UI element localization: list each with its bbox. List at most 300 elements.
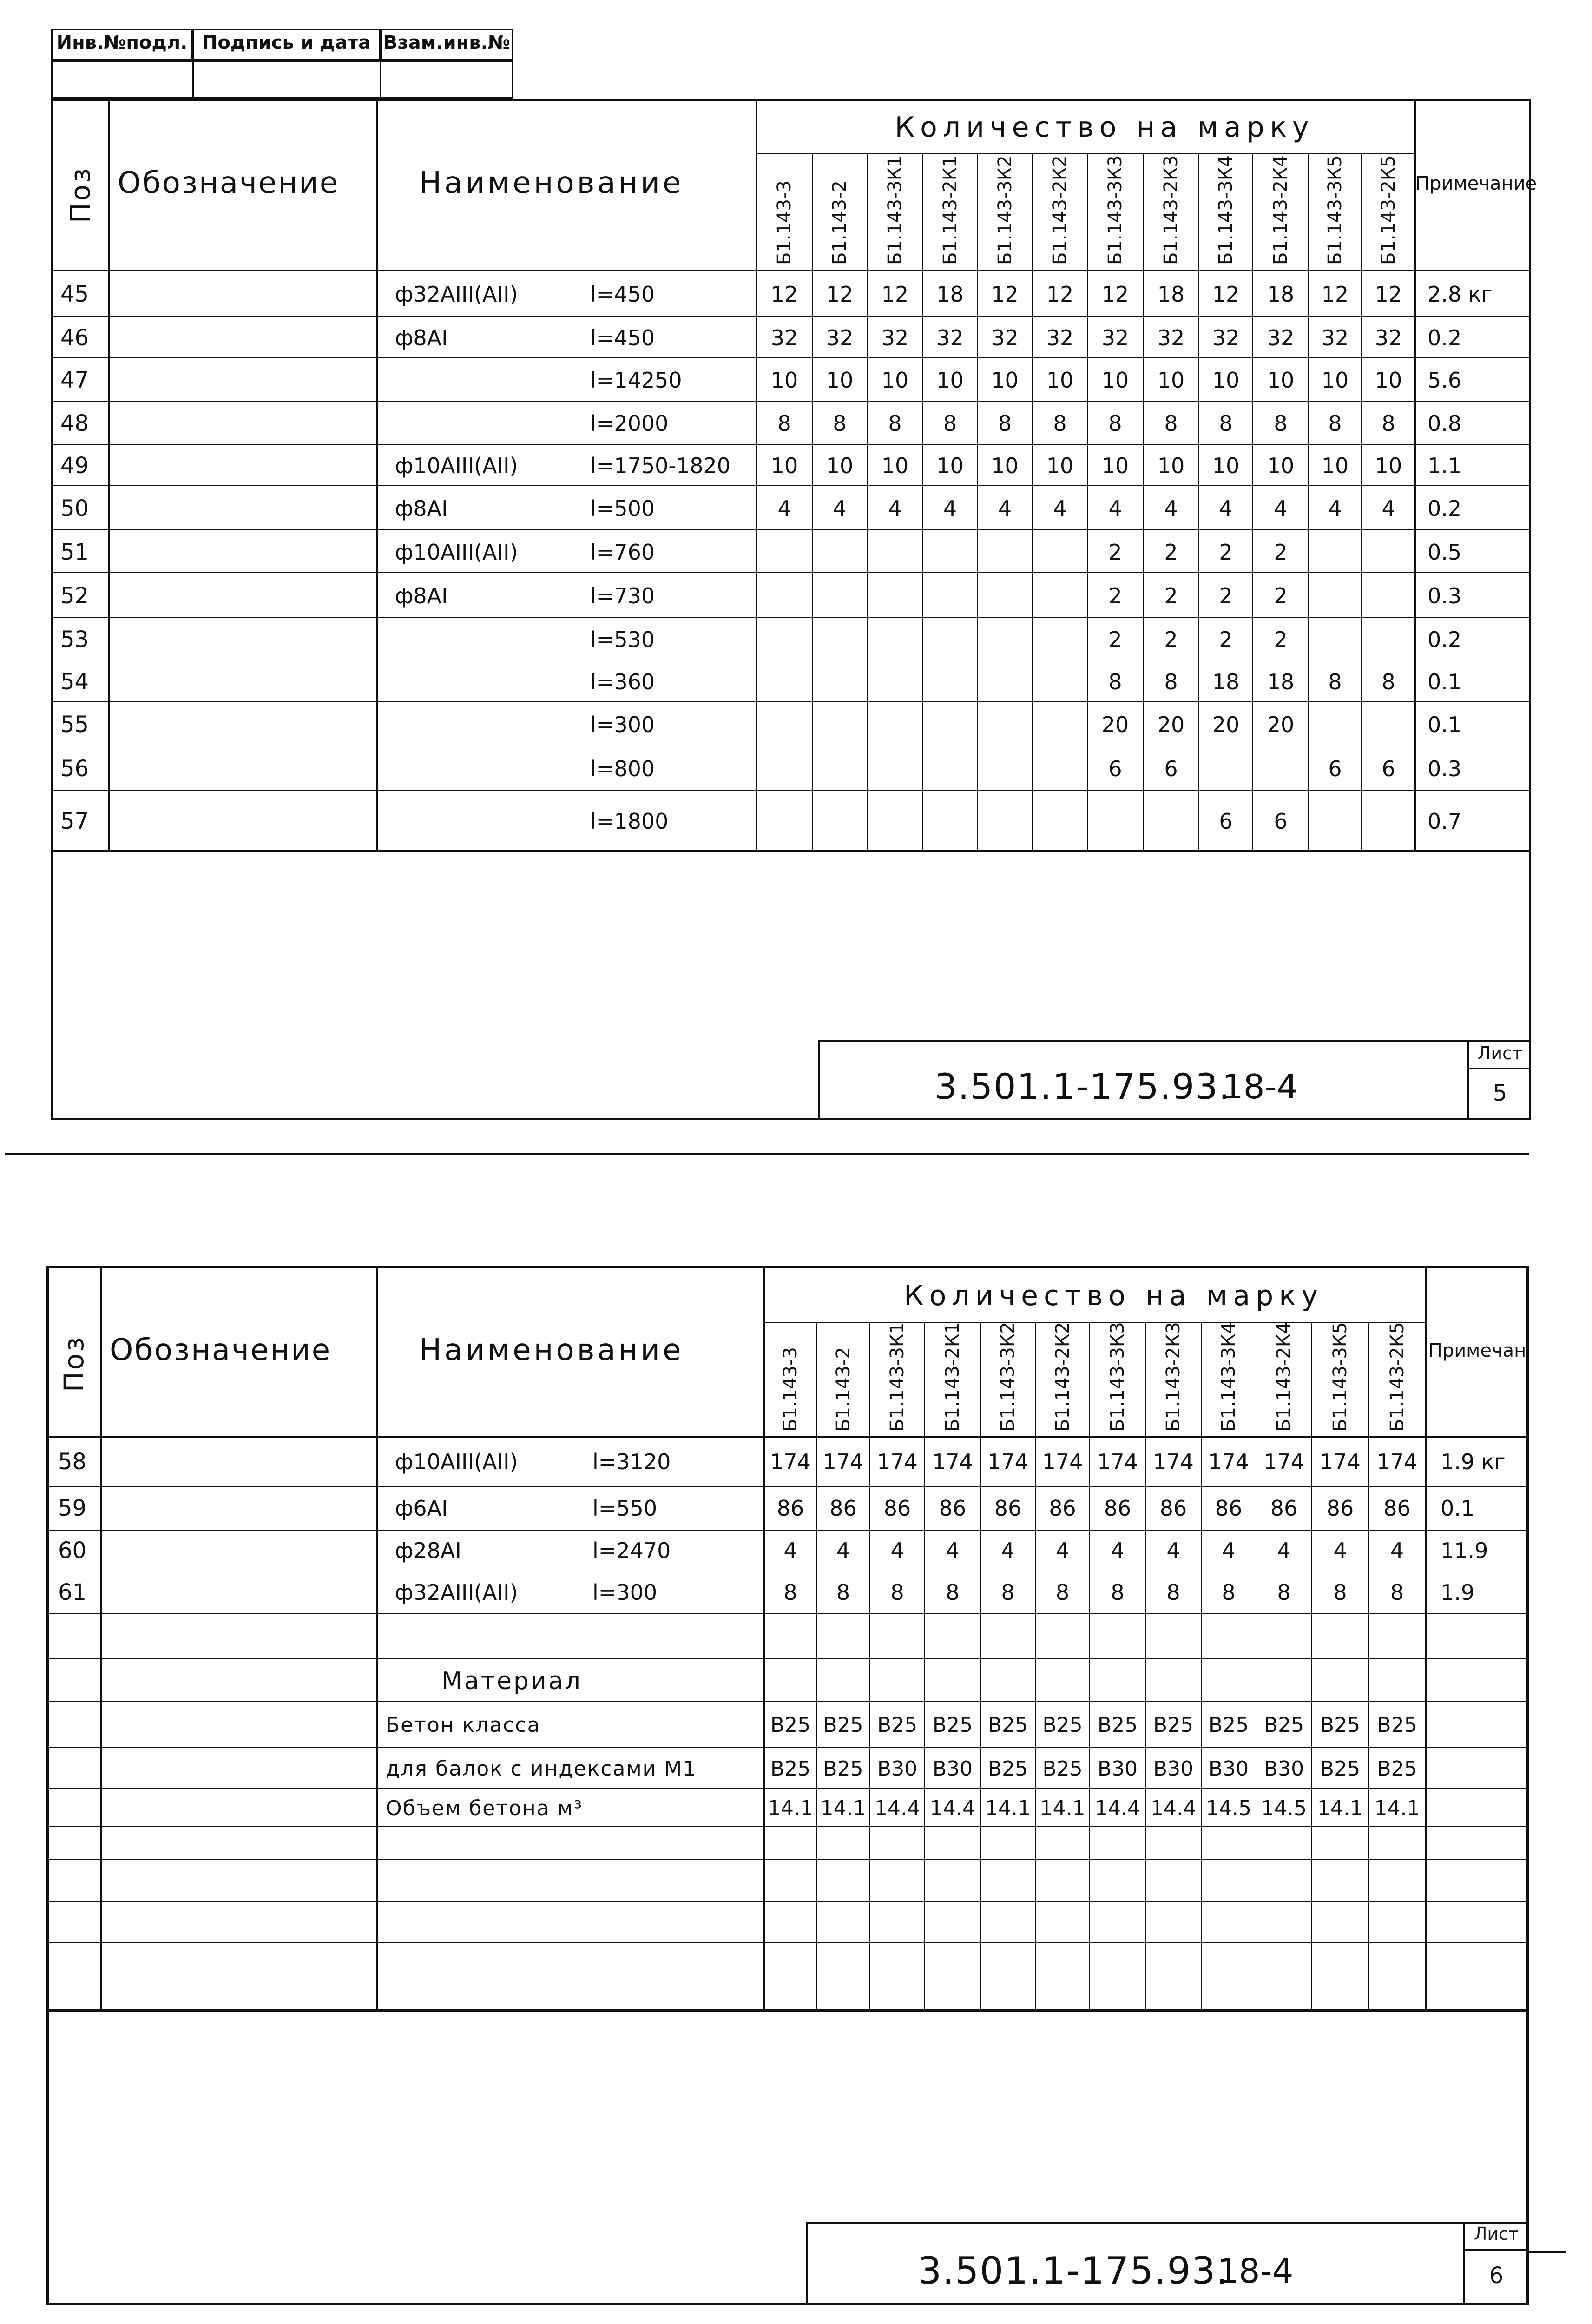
qty-cell: 32 [1212,325,1240,350]
rule-line [51,444,1531,445]
qty-cell: 86 [1159,1495,1187,1521]
qty-cell: 8 [998,411,1012,436]
rule-line [51,316,1531,317]
qty-cell: 10 [1212,368,1240,393]
qty-cell: 174 [1376,1449,1418,1474]
qty-cell: 4 [1108,496,1122,522]
rule-line [46,2009,1529,2012]
qty-cell: 10 [1375,453,1402,479]
qty-cell: 8 [1111,1579,1125,1605]
rule-line [51,357,1531,359]
material-cell: 14.1 [985,1796,1031,1820]
material-label: для балок с индексами М1 [386,1756,697,1781]
row-note: 11.9 [1441,1538,1488,1563]
qty-cell: 4 [888,496,902,522]
qty-cell: 32 [1101,325,1129,350]
rule-line [756,99,757,851]
material-cell: В25 [1042,1756,1083,1781]
rule-line [51,790,1531,791]
row-name: ф8АI [395,325,448,350]
row-pos: 52 [60,582,89,609]
sheet-label: Лист [1477,1043,1523,1064]
rule-line [1464,2249,1529,2251]
qty-cell: 8 [1222,1579,1236,1605]
qty-cell: 8 [1164,411,1178,436]
qty-cell: 174 [770,1449,811,1474]
row-name: ф32АIII(АII) [395,1579,518,1605]
row-note: 1.9 [1441,1579,1475,1605]
row-pos: 51 [60,539,89,565]
qty-cell: 86 [994,1495,1022,1521]
qty-cell: 32 [1321,325,1349,350]
rule-line [816,1322,817,2010]
qty-cell: 4 [833,496,847,522]
mark-label: Б1.143-3К3 [1107,1322,1128,1432]
rule-line [46,1747,1529,1749]
material-cell: 14.1 [820,1796,866,1820]
qty-cell: 4 [1055,1538,1070,1563]
rule-line [1145,1322,1146,2010]
row-name: ф32АIII(АII) [395,281,518,307]
qty-cell: 4 [943,496,957,522]
qty-cell: 8 [836,1579,850,1605]
qty-cell: 174 [1263,1449,1304,1474]
rule-line [51,529,1531,531]
qty-cell: 174 [822,1449,864,1474]
rule-line [46,1613,1529,1615]
qty-cell: 4 [890,1538,904,1563]
qty-cell: 174 [877,1449,918,1474]
qty-cell: 8 [946,1579,960,1605]
row-note: 0.8 [1428,411,1462,436]
rule-line [51,701,1531,703]
row-pos: 60 [58,1537,87,1564]
qty-cell: 2 [1108,583,1122,608]
material-cell: В30 [1263,1756,1304,1781]
row-pos: 54 [60,668,89,695]
qty-cell: 174 [932,1449,973,1474]
material-label: Объем бетона м³ [386,1796,583,1820]
header-pos: Поз [58,1335,90,1392]
rule-line [46,1571,1529,1572]
qty-cell: 4 [1053,496,1067,522]
qty-cell: 10 [1212,453,1240,479]
material-cell: В25 [932,1713,973,1737]
rule-line [1425,1266,1427,2010]
stamp-cell-label: Подпись и дата [193,29,380,60]
row-pos: 45 [60,281,89,307]
row-length: l=500 [590,496,655,522]
rule-line [51,660,1531,661]
qty-cell: 10 [1321,368,1349,393]
qty-cell: 174 [987,1449,1028,1474]
qty-cell: 2 [1219,627,1233,652]
qty-cell: 10 [770,453,798,479]
qty-cell: 10 [881,368,909,393]
qty-cell: 86 [1215,1495,1243,1521]
qty-cell: 12 [1375,281,1402,307]
rule-line [46,1658,1529,1659]
qty-cell: 8 [1108,411,1122,436]
qty-cell: 12 [881,281,909,307]
row-length: l=300 [592,1579,658,1605]
rule-line [100,1266,102,2010]
row-pos: 61 [58,1579,87,1605]
qty-cell: 2 [1108,627,1122,652]
material-cell: 14.1 [1374,1796,1420,1820]
qty-cell: 174 [1208,1449,1249,1474]
rule-line [46,1826,1529,1828]
qty-cell: 8 [1219,411,1233,436]
qty-cell: 18 [936,281,964,307]
material-heading: Материал [441,1667,582,1696]
rule-line [46,1701,1529,1702]
material-cell: В30 [877,1756,918,1781]
drawing-code: 3.501.1-175.93. [918,2249,1229,2292]
rule-line [46,1486,1529,1487]
qty-cell: 12 [1321,281,1349,307]
rule-line [1368,1322,1369,2010]
qty-cell: 10 [826,453,854,479]
qty-cell: 4 [836,1538,850,1563]
qty-cell: 6 [1274,808,1288,834]
mark-label: Б1.143-3К4 [1218,1322,1239,1432]
mark-label: Б1.143-2К3 [1160,155,1182,265]
material-cell: В25 [1377,1713,1417,1737]
mark-label: Б1.143-2К5 [1386,1322,1408,1432]
qty-cell: 8 [777,411,791,436]
qty-cell: 4 [1274,496,1288,522]
qty-cell: 174 [1320,1449,1361,1474]
qty-cell: 10 [1321,453,1349,479]
qty-cell: 2 [1164,627,1178,652]
qty-cell: 32 [881,325,909,350]
row-pos: 50 [60,495,89,522]
qty-cell: 6 [1381,756,1395,782]
sheet-number: 5 [1493,1080,1507,1106]
qty-cell: 4 [1277,1538,1291,1563]
header-name: Наименование [419,1333,684,1367]
qty-cell: 6 [1164,756,1178,782]
row-length: l=3120 [592,1449,671,1474]
row-pos: 48 [60,410,89,437]
row-note: 0.1 [1441,1495,1475,1521]
qty-cell: 4 [1328,496,1342,522]
qty-cell: 4 [946,1538,960,1563]
rule-line [51,746,1531,747]
material-cell: В25 [877,1713,918,1737]
qty-cell: 8 [888,411,902,436]
rule-line [1089,1322,1091,2010]
qty-cell: 32 [770,325,798,350]
row-length: l=450 [590,281,655,307]
material-cell: В25 [1263,1713,1304,1737]
qty-cell: 10 [936,453,964,479]
row-pos: 53 [60,626,89,653]
rule-line [1201,1322,1202,2010]
qty-cell: 2 [1274,583,1288,608]
material-cell: В25 [823,1756,863,1781]
mark-label: Б1.143-2К4 [1273,1322,1295,1432]
material-cell: В25 [1153,1713,1194,1737]
material-cell: В25 [770,1756,811,1781]
qty-cell: 8 [1001,1579,1015,1605]
qty-cell: 32 [1375,325,1402,350]
qty-cell: 8 [943,411,957,436]
row-length: l=300 [590,712,655,738]
row-pos: 59 [58,1495,87,1521]
qty-cell: 4 [777,496,791,522]
qty-cell: 86 [1326,1495,1354,1521]
rule-line [980,1322,981,2010]
qty-cell: 8 [890,1579,904,1605]
row-name: ф28АI [395,1538,461,1563]
qty-cell: 4 [1111,1538,1125,1563]
row-pos: 46 [60,324,89,351]
qty-cell: 8 [1381,669,1395,694]
row-pos: 55 [60,712,89,738]
row-length: l=550 [592,1495,658,1521]
mark-label: Б1.143-2К2 [1049,155,1071,265]
row-name: ф8АI [395,496,448,522]
qty-cell: 10 [936,368,964,393]
qty-cell: 86 [829,1495,857,1521]
mark-label: Б1.143-2К5 [1378,155,1399,265]
margin-tick [1529,2251,1566,2253]
mark-label: Б1.143-2К3 [1163,1322,1184,1432]
material-cell: В25 [987,1756,1028,1781]
rule-line [1256,1322,1257,2010]
qty-cell: 8 [1053,411,1067,436]
qty-cell: 32 [826,325,854,350]
rule-line [51,617,1531,618]
qty-cell: 8 [1055,1579,1070,1605]
mark-label: Б1.143-3К1 [884,155,906,265]
qty-cell: 10 [1267,368,1295,393]
qty-cell: 86 [1049,1495,1076,1521]
row-note: 0.3 [1428,756,1462,782]
qty-cell: 8 [1108,669,1122,694]
rule-line [1311,1322,1313,2010]
qty-cell: 8 [1277,1579,1291,1605]
sheet-label: Лист [1474,2224,1519,2245]
qty-cell: 18 [1212,669,1240,694]
material-cell: В30 [1097,1756,1138,1781]
rule-line [764,1322,1426,1323]
rule-line [51,485,1531,487]
rule-line [46,1859,1529,1860]
row-note: 0.2 [1428,325,1462,350]
material-cell: В25 [770,1713,811,1737]
row-length: l=450 [590,325,655,350]
qty-cell: 20 [1157,712,1185,738]
mark-label: Б1.143-3К2 [997,1322,1019,1432]
material-cell: 14.4 [930,1796,975,1820]
row-pos: 49 [60,453,89,479]
mark-label: Б1.143-2К1 [942,1322,963,1432]
qty-cell: 6 [1108,756,1122,782]
material-cell: 14.4 [1095,1796,1140,1820]
row-note: 0.2 [1428,496,1462,522]
qty-cell: 10 [991,368,1019,393]
qty-cell: 2 [1274,627,1288,652]
mark-label: Б1.143-3 [774,180,795,265]
header-name: Наименование [419,165,684,200]
qty-cell: 86 [883,1495,911,1521]
mark-label: Б1.143-3К5 [1324,155,1346,265]
mark-label: Б1.143-3К2 [994,155,1016,265]
row-name: ф6АI [395,1495,448,1521]
header-quantity: Количество на марку [895,111,1315,144]
rule-line [46,1901,1529,1903]
header-note: Примечан [1428,1340,1526,1361]
qty-cell: 2 [1164,583,1178,608]
qty-cell: 2 [1274,539,1288,565]
qty-cell: 4 [1222,1538,1236,1563]
qty-cell: 8 [1164,669,1178,694]
row-note: 2.8 кг [1428,281,1493,307]
qty-cell: 2 [1108,539,1122,565]
mark-label: Б1.143-2К2 [1052,1322,1073,1432]
qty-cell: 174 [1097,1449,1138,1474]
row-name: ф10АIII(АII) [395,1449,518,1474]
material-cell: В25 [823,1713,863,1737]
material-cell: В25 [987,1713,1028,1737]
qty-cell: 10 [826,368,854,393]
qty-cell: 4 [1166,1538,1180,1563]
row-length: l=730 [590,583,655,608]
rule-line [46,1788,1529,1789]
qty-cell: 12 [770,281,798,307]
rule-line [192,60,194,99]
qty-cell: 20 [1212,712,1240,738]
header-quantity: Количество на марку [903,1279,1324,1312]
header-pos: Поз [64,166,96,223]
qty-cell: 86 [939,1495,967,1521]
qty-cell: 8 [1390,1579,1404,1605]
row-name: ф10АIII(АII) [395,453,518,479]
qty-cell: 4 [1219,496,1233,522]
material-cell: 14.4 [1151,1796,1196,1820]
row-length: l=2470 [592,1538,671,1563]
qty-cell: 12 [1101,281,1129,307]
material-cell: В30 [1208,1756,1249,1781]
rule-line [1035,1322,1036,2010]
row-pos: 57 [60,808,89,834]
row-pos: 58 [58,1448,87,1475]
material-cell: В25 [1042,1713,1083,1737]
qty-cell: 18 [1157,281,1185,307]
drawing-part: 18-4 [1222,1067,1298,1107]
qty-cell: 86 [1383,1495,1411,1521]
qty-cell: 12 [826,281,854,307]
material-cell: 14.5 [1261,1796,1307,1820]
rule-line [46,1436,1529,1438]
row-length: l=800 [590,756,655,782]
qty-cell: 8 [1381,411,1395,436]
stamp-cell-label: Инв.№подл. [51,29,193,60]
mark-label: Б1.143-2К4 [1270,155,1291,265]
qty-cell: 12 [1212,281,1240,307]
material-cell: 14.4 [875,1796,920,1820]
row-pos: 56 [60,756,89,782]
rule-line [51,401,1531,402]
material-cell: 14.1 [768,1796,813,1820]
rule-line [869,1322,871,2010]
qty-cell: 4 [1333,1538,1347,1563]
stamp-value-row [51,60,513,99]
mark-label: Б1.143-3 [780,1347,801,1432]
qty-cell: 8 [1333,1579,1347,1605]
row-length: l=760 [590,539,655,565]
header-note: Примечание [1415,173,1537,194]
qty-cell: 10 [1157,368,1185,393]
row-note: 0.5 [1428,539,1462,565]
row-note: 0.7 [1428,808,1462,834]
rule-line [376,99,378,851]
qty-cell: 10 [1375,368,1402,393]
mark-label: Б1.143-3К1 [887,1322,908,1432]
mark-label: Б1.143-3К3 [1105,155,1126,265]
sheet-number: 6 [1489,2262,1504,2289]
sheet-separator [5,1153,1529,1155]
material-cell: В25 [1320,1756,1361,1781]
qty-cell: 32 [936,325,964,350]
rule-line [46,1942,1529,1944]
material-cell: 14.5 [1206,1796,1251,1820]
qty-cell: 10 [1046,368,1074,393]
material-cell: В25 [1320,1713,1361,1737]
qty-cell: 2 [1219,539,1233,565]
rule-line [51,270,1531,271]
stamp-cell-label: Взам.инв.№ [380,29,513,60]
qty-cell: 20 [1267,712,1295,738]
qty-cell: 86 [1270,1495,1298,1521]
row-length: l=14250 [590,368,682,393]
qty-cell: 18 [1267,669,1295,694]
qty-cell: 10 [881,453,909,479]
material-cell: В25 [1208,1713,1249,1737]
qty-cell: 18 [1267,281,1295,307]
mark-label: Б1.143-2 [829,180,850,265]
rule-line [1468,1068,1531,1069]
material-cell: В25 [1097,1713,1138,1737]
row-name: ф8АI [395,583,448,608]
qty-cell: 86 [1104,1495,1132,1521]
qty-cell: 4 [1390,1538,1404,1563]
row-note: 0.1 [1428,669,1462,694]
row-length: l=1750-1820 [590,453,731,479]
qty-cell: 4 [1001,1538,1015,1563]
qty-cell: 20 [1101,712,1129,738]
material-cell: 14.1 [1039,1796,1085,1820]
qty-cell: 10 [1157,453,1185,479]
mark-label: Б1.143-2 [832,1347,854,1432]
qty-cell: 8 [783,1579,797,1605]
qty-cell: 10 [1101,453,1129,479]
rule-line [380,60,381,99]
rule-line [763,1266,765,2010]
qty-cell: 4 [783,1538,797,1563]
row-length: l=530 [590,627,655,652]
row-name: ф10АIII(АII) [395,539,518,565]
row-note: 0.1 [1428,712,1462,738]
qty-cell: 2 [1164,539,1178,565]
row-note: 1.1 [1428,453,1462,479]
qty-cell: 10 [1046,453,1074,479]
mark-label: Б1.143-3К5 [1329,1322,1351,1432]
row-note: 0.3 [1428,583,1462,608]
